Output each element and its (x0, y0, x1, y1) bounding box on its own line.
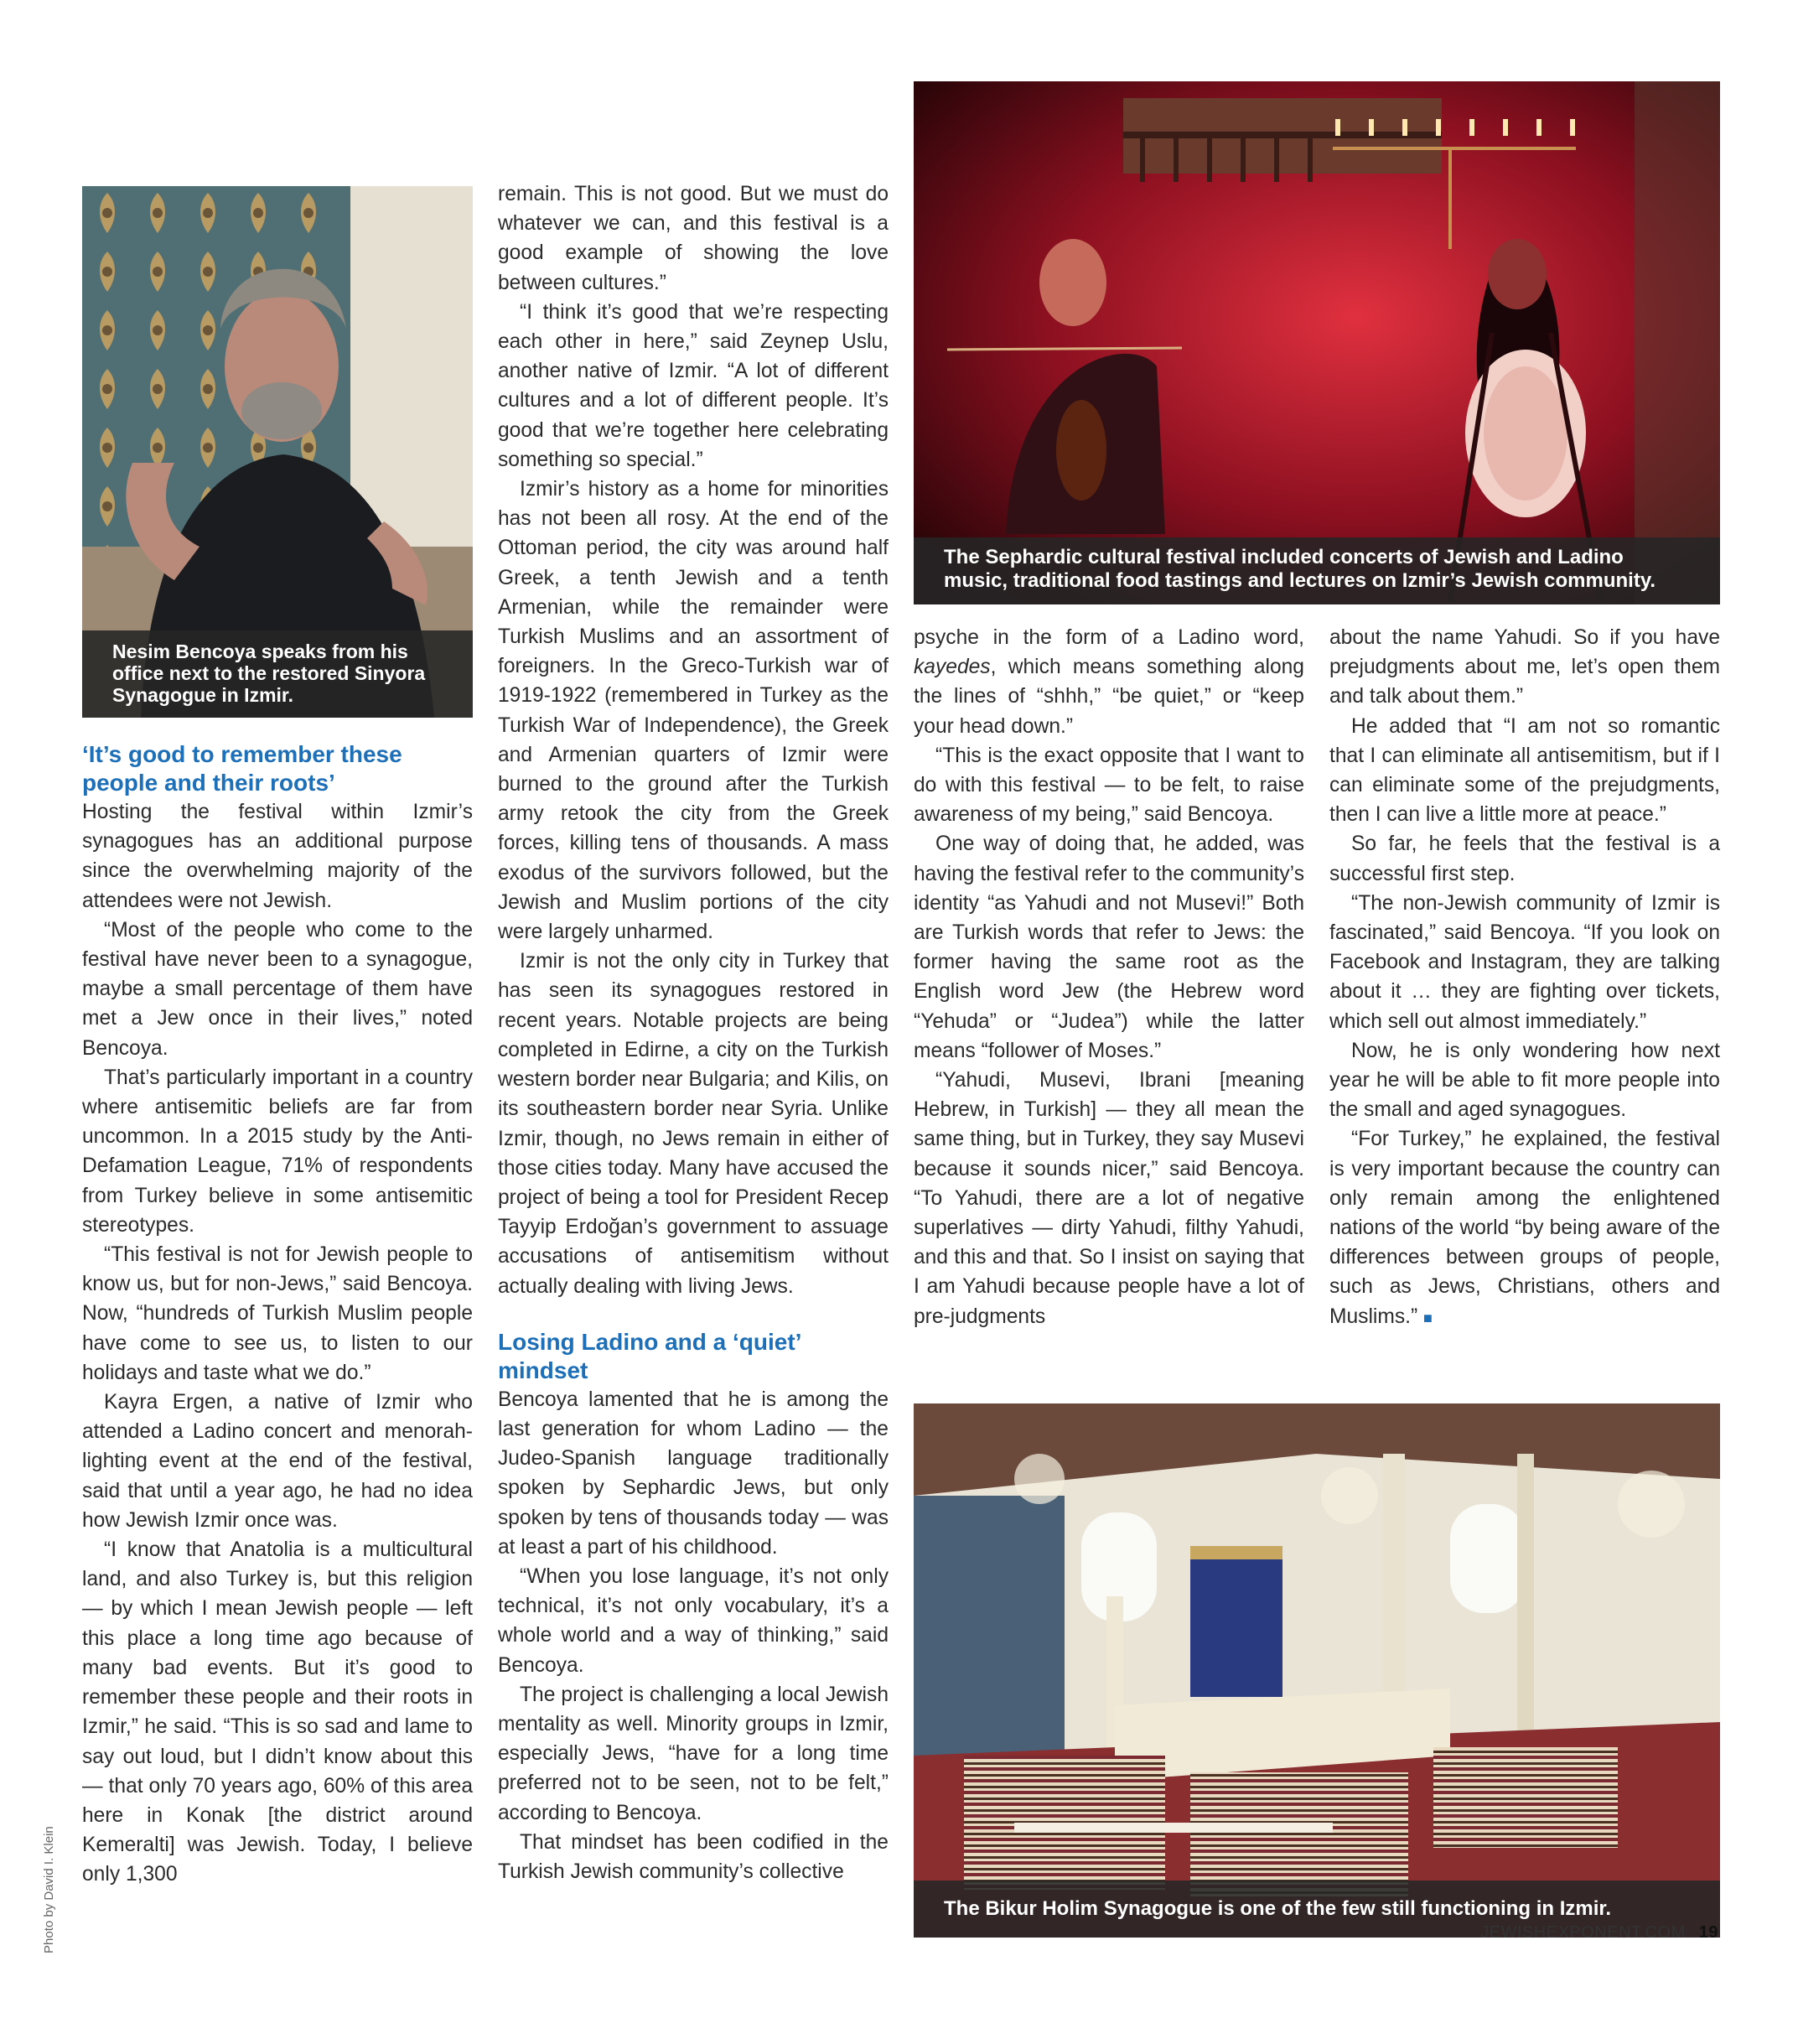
paragraph: “I know that Anatolia is a multicultural land, and also Turkey is, but this religion — by which I mean Jewish people — left this place a long time ago because of many bad events. But it’s good to remember these people and their roots in Izmir,” he said. “This is so sad and lame to say out loud, but I didn’t know about this — that only 70 years ago, 60% of this area here in Konak [the district around Kemeralti] was Jewish. Today, I believe only 1,300 (82, 1538, 473, 1886)
paragraph: Hosting the festival within Izmir’s synagogues has an additional purpose since the overwhelming majority of the attendees were not Jewish. (82, 801, 473, 912)
paragraph: That mindset has been codified in the Turkish Jewish community’s collective (498, 1830, 889, 1883)
paragraph (914, 623, 1304, 741)
paragraph: “Yahudi, Musevi, Ibrani [meaning Hebrew, in Turkish] — they all mean the same thing, but in Turkey, they say Musevi because it sounds nicer,” said Bencoya. “To Yahudi, there are a lot of negative superlatives — dirty Yahudi, filthy Yahudi, and this and that. So I insist on saying that I am Yahudi because people have a lot of pre-judgments (914, 1069, 1304, 1328)
paragraph-text: “For Turkey,” he explained, the festival is very important because the country can only remain among the enlightened nations of the world “by being aware of the differences between groups of people, such as Jews, Christians, others and Muslims.” (1329, 1128, 1720, 1328)
paragraph: “When you lose language, it’s not only technical, it’s not only vocabulary, it’s a whole world and a way of thinking,” said Bencoya. (498, 1564, 889, 1677)
paragraph: “This festival is not for Jewish people to know us, but for non-Jews,” said Bencoya. Now, “hundreds of Turkish Muslim people have come to see us, to listen to our holidays and taste what we do.” (82, 1243, 473, 1384)
bencoya-photo (82, 186, 473, 718)
paragraph: He added that “I am not so romantic that I can eliminate all antisemitism, but if I can eliminate some of the prejudgments, then I can live a little more at peace.” (1329, 714, 1720, 827)
paragraph: Kayra Ergen, a native of Izmir who attended a Ladino concert and menorah-lighting event at the end of the festival, said that until a year ago, he had no idea how Jewish Izmir once was. (82, 1391, 473, 1532)
synagogue-interior-photo-icon (914, 1403, 1720, 1938)
section-heading-ladino: Losing Ladino and a ‘quiet’ mindset (498, 1328, 801, 1383)
section-heading-roots: ‘It’s good to remember these people and their roots’ (82, 741, 402, 796)
paragraph: So far, he feels that the festival is a successful first step. (1329, 833, 1720, 885)
concert-photo-icon (914, 81, 1720, 604)
column-2 (498, 179, 889, 1886)
paragraph: remain. This is not good. But we must do whatever we can, and this festival is a good example of showing the love between cultures.” (498, 183, 889, 294)
paragraph-text: , which means something along the lines of “shhh,” “be quiet,” or “keep your head down.” (914, 656, 1304, 738)
page-footer (1480, 1923, 1718, 1943)
page-number: 19 (1698, 1923, 1718, 1942)
synagogue-photo-caption: The Bikur Holim Synagogue is one of the few still functioning in Izmir. (914, 1881, 1720, 1938)
paragraph: “This is the exact opposite that I want to do with this festival — to be felt, to raise awareness of my being,” said Bencoya. (914, 744, 1304, 827)
bencoya-photo-caption: Nesim Bencoya speaks from his office next to the restored Sinyora Synagogue in Izmir. (82, 630, 473, 718)
synagogue-photo (914, 1403, 1720, 1938)
site-name: JEWISHEXPONENT.COM (1480, 1923, 1686, 1942)
column-1 (82, 740, 473, 1890)
end-mark-icon: ■ (1423, 1309, 1433, 1326)
paragraph: That’s particularly important in a country where antisemitic beliefs are far from uncommon. In a 2015 study by the Anti-Defamation League, 71% of respondents from Turkey believe in some antisemitic stereotypes. (82, 1066, 473, 1237)
paragraph: One way of doing that, he added, was having the festival refer to the community’s identity “as Yahudi and not Musevi!” Both are Turkish words that refer to Jews: the former having the same root as the English word Jew (the Hebrew word “Yehuda” or “Judea”) while the latter means “follower of Moses.” (914, 833, 1304, 1062)
paragraph: about the name Yahudi. So if you have prejudgments about me, let’s open them and talk about them.” (1329, 626, 1720, 708)
paragraph: The project is challenging a local Jewish mentality as well. Minority groups in Izmir, especially Jews, “have for a long time preferred not to be seen, not to be felt,” according to Bencoya. (498, 1683, 889, 1824)
paragraph: Izmir’s history as a home for minorities has not been all rosy. At the end of the Ottoman period, the city was around half Greek, a tenth Jewish and a tenth Armenian, while the remainder were Turkish Muslims and an assortment of foreigners. In the Greco-Turkish war of 1919-1922 (remembered in Turkey as the Turkish War of Independence), the Greek and Armenian quarters of Izmir were burned to the ground after the Turkish army retook the city from the Greek forces, killing tens of thousands. A mass exodus of the survivors followed, but the Jewish and Muslim portions of the city were largely unharmed. (498, 478, 889, 944)
column-3 (914, 623, 1304, 1331)
column-4 (1329, 623, 1720, 1333)
paragraph: “Most of the people who come to the festival have never been to a synagogue, maybe a small percentage of them have met a Jew once in their lives,” noted Bencoya. (82, 918, 473, 1060)
concert-photo-caption: The Sephardic cultural festival included concerts of Jewish and Ladino music, traditional food tastings and lectures on Izmir’s Jewish community. (914, 537, 1720, 604)
paragraph: Bencoya lamented that he is among the last generation for whom Ladino — the Judeo-Spanish language traditionally spoken by Sephardic Jews, but only spoken by tens of thousands today — was at least a part of his childhood. (498, 1388, 889, 1559)
paragraph: “The non-Jewish community of Izmir is fascinated,” said Bencoya. “If you look on Facebook and Instagram, they are talking about it … they are fighting over tickets, which sell out almost immediately.” (1329, 891, 1720, 1033)
photo-credit: Photo by David I. Klein (42, 1826, 56, 1953)
paragraph: “I think it’s good that we’re respecting each other in here,” said Zeynep Uslu, another native of Izmir. “A lot of different cultures and a lot of different people. It’s good that we’re together here celebrating something so special.” (498, 300, 889, 471)
italic-word: kayedes (914, 656, 991, 679)
paragraph: Izmir is not the only city in Turkey that has seen its synagogues restored in recent years. Notable projects are being completed in Edirne, a city on the Turkish western border near Bulgaria; and Kilis, on its southeastern border near Syria. Unlike Izmir, though, no Jews remain in either of those cities today. Many have accused the project of being a tool for President Recep Tayyip Erdoğan’s government to assuage accusations of antisemitism without actually dealing with living Jews. (498, 950, 889, 1298)
paragraph-text: psyche in the form of a Ladino word, (914, 626, 1304, 649)
concert-photo (914, 81, 1720, 604)
paragraph: Now, he is only wondering how next year he will be able to fit more people into the small and aged synagogues. (1329, 1039, 1720, 1122)
paragraph (1329, 1124, 1720, 1332)
